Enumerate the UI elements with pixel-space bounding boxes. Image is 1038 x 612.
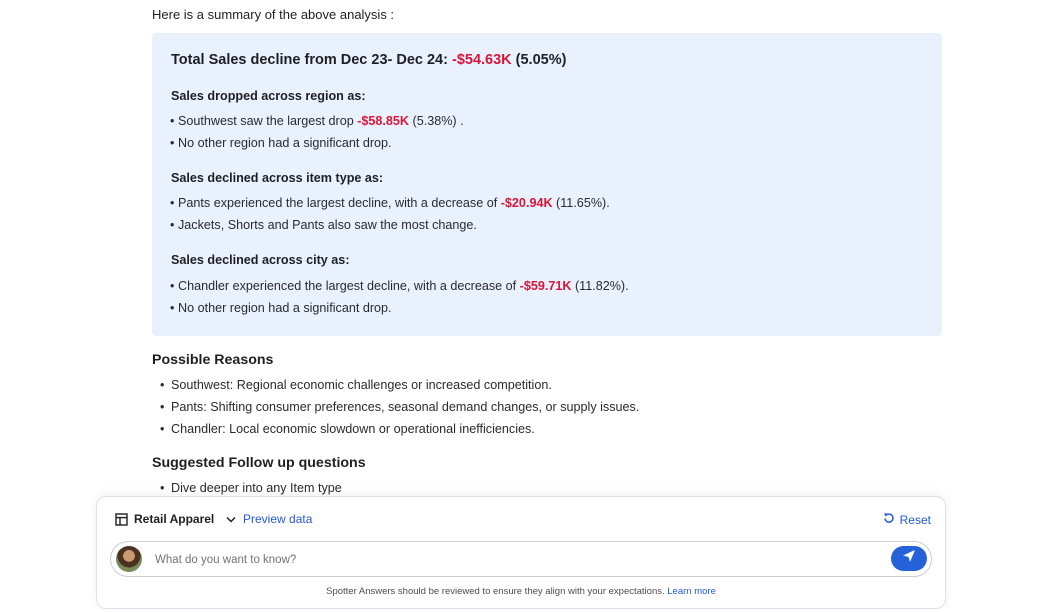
bullet-value: -$59.71K (519, 279, 572, 293)
followup-heading: Suggested Follow up questions (152, 455, 366, 471)
reason-item: • Southwest: Regional economic challenges or increased competition. (171, 378, 552, 392)
summary-title-percent: (5.05%) (511, 52, 567, 68)
reason-item: • Pants: Shifting consumer preferences, seasonal demand changes, or supply issues. (171, 400, 639, 414)
city-bullet (178, 279, 629, 293)
bullet-text: No other region had a significant drop. (178, 136, 392, 150)
chevron-down-icon (226, 516, 236, 523)
composer-panel (96, 496, 946, 609)
summary-card (152, 33, 942, 336)
datasource-label: Retail Apparel (134, 512, 215, 526)
bullet-text: No other region had a significant drop. (178, 301, 392, 315)
city-bullet (178, 301, 392, 315)
send-icon (902, 549, 916, 568)
region-heading: Sales dropped across region as: (171, 89, 366, 103)
send-button[interactable] (891, 546, 927, 571)
followup-item: • Dive deeper into any Item type (171, 481, 342, 495)
reason-item: • Chandler: Local economic slowdown or operational inefficiencies. (171, 422, 535, 436)
possible-reasons-heading: Possible Reasons (152, 352, 274, 368)
summary-title-value: -$54.63K (451, 52, 512, 68)
table-icon (115, 513, 128, 526)
bullet-percent: (11.65%). (552, 196, 610, 210)
bullet-text: Chandler experienced the largest decline, with a decrease of (178, 279, 520, 293)
bullet-percent: (11.82%). (571, 279, 629, 293)
bullet-value: -$20.94K (500, 196, 553, 210)
reset-label: Reset (899, 512, 931, 527)
intro-text: Here is a summary of the above analysis : (152, 7, 395, 22)
summary-title-text: Total Sales decline from Dec 23- Dec 24: (171, 52, 452, 68)
reset-icon (883, 512, 895, 527)
item-type-heading: Sales declined across item type as: (171, 171, 384, 185)
bullet-text: Southwest saw the largest drop (178, 114, 358, 128)
preview-data-link[interactable]: Preview data (243, 512, 313, 526)
region-bullet (178, 114, 464, 128)
summary-title (171, 52, 566, 68)
city-heading: Sales declined across city as: (171, 253, 350, 267)
bullet-value: -$58.85K (357, 114, 410, 128)
datasource-selector[interactable] (115, 512, 236, 526)
query-input[interactable] (153, 549, 877, 571)
bullet-text: Pants experienced the largest decline, with a decrease of (178, 196, 501, 210)
reset-button[interactable] (883, 512, 931, 527)
avatar (116, 546, 142, 572)
bullet-percent: (5.38%) . (409, 114, 464, 128)
item-type-bullet (178, 196, 610, 210)
region-bullet (178, 136, 392, 150)
query-input-box (110, 541, 932, 577)
learn-more-link[interactable]: Learn more (667, 586, 716, 597)
disclaimer (97, 586, 945, 597)
disclaimer-text: Spotter Answers should be reviewed to ensure they align with your expectations. (326, 586, 665, 597)
bullet-text: Jackets, Shorts and Pants also saw the most change. (178, 218, 477, 232)
item-type-bullet (178, 218, 477, 232)
